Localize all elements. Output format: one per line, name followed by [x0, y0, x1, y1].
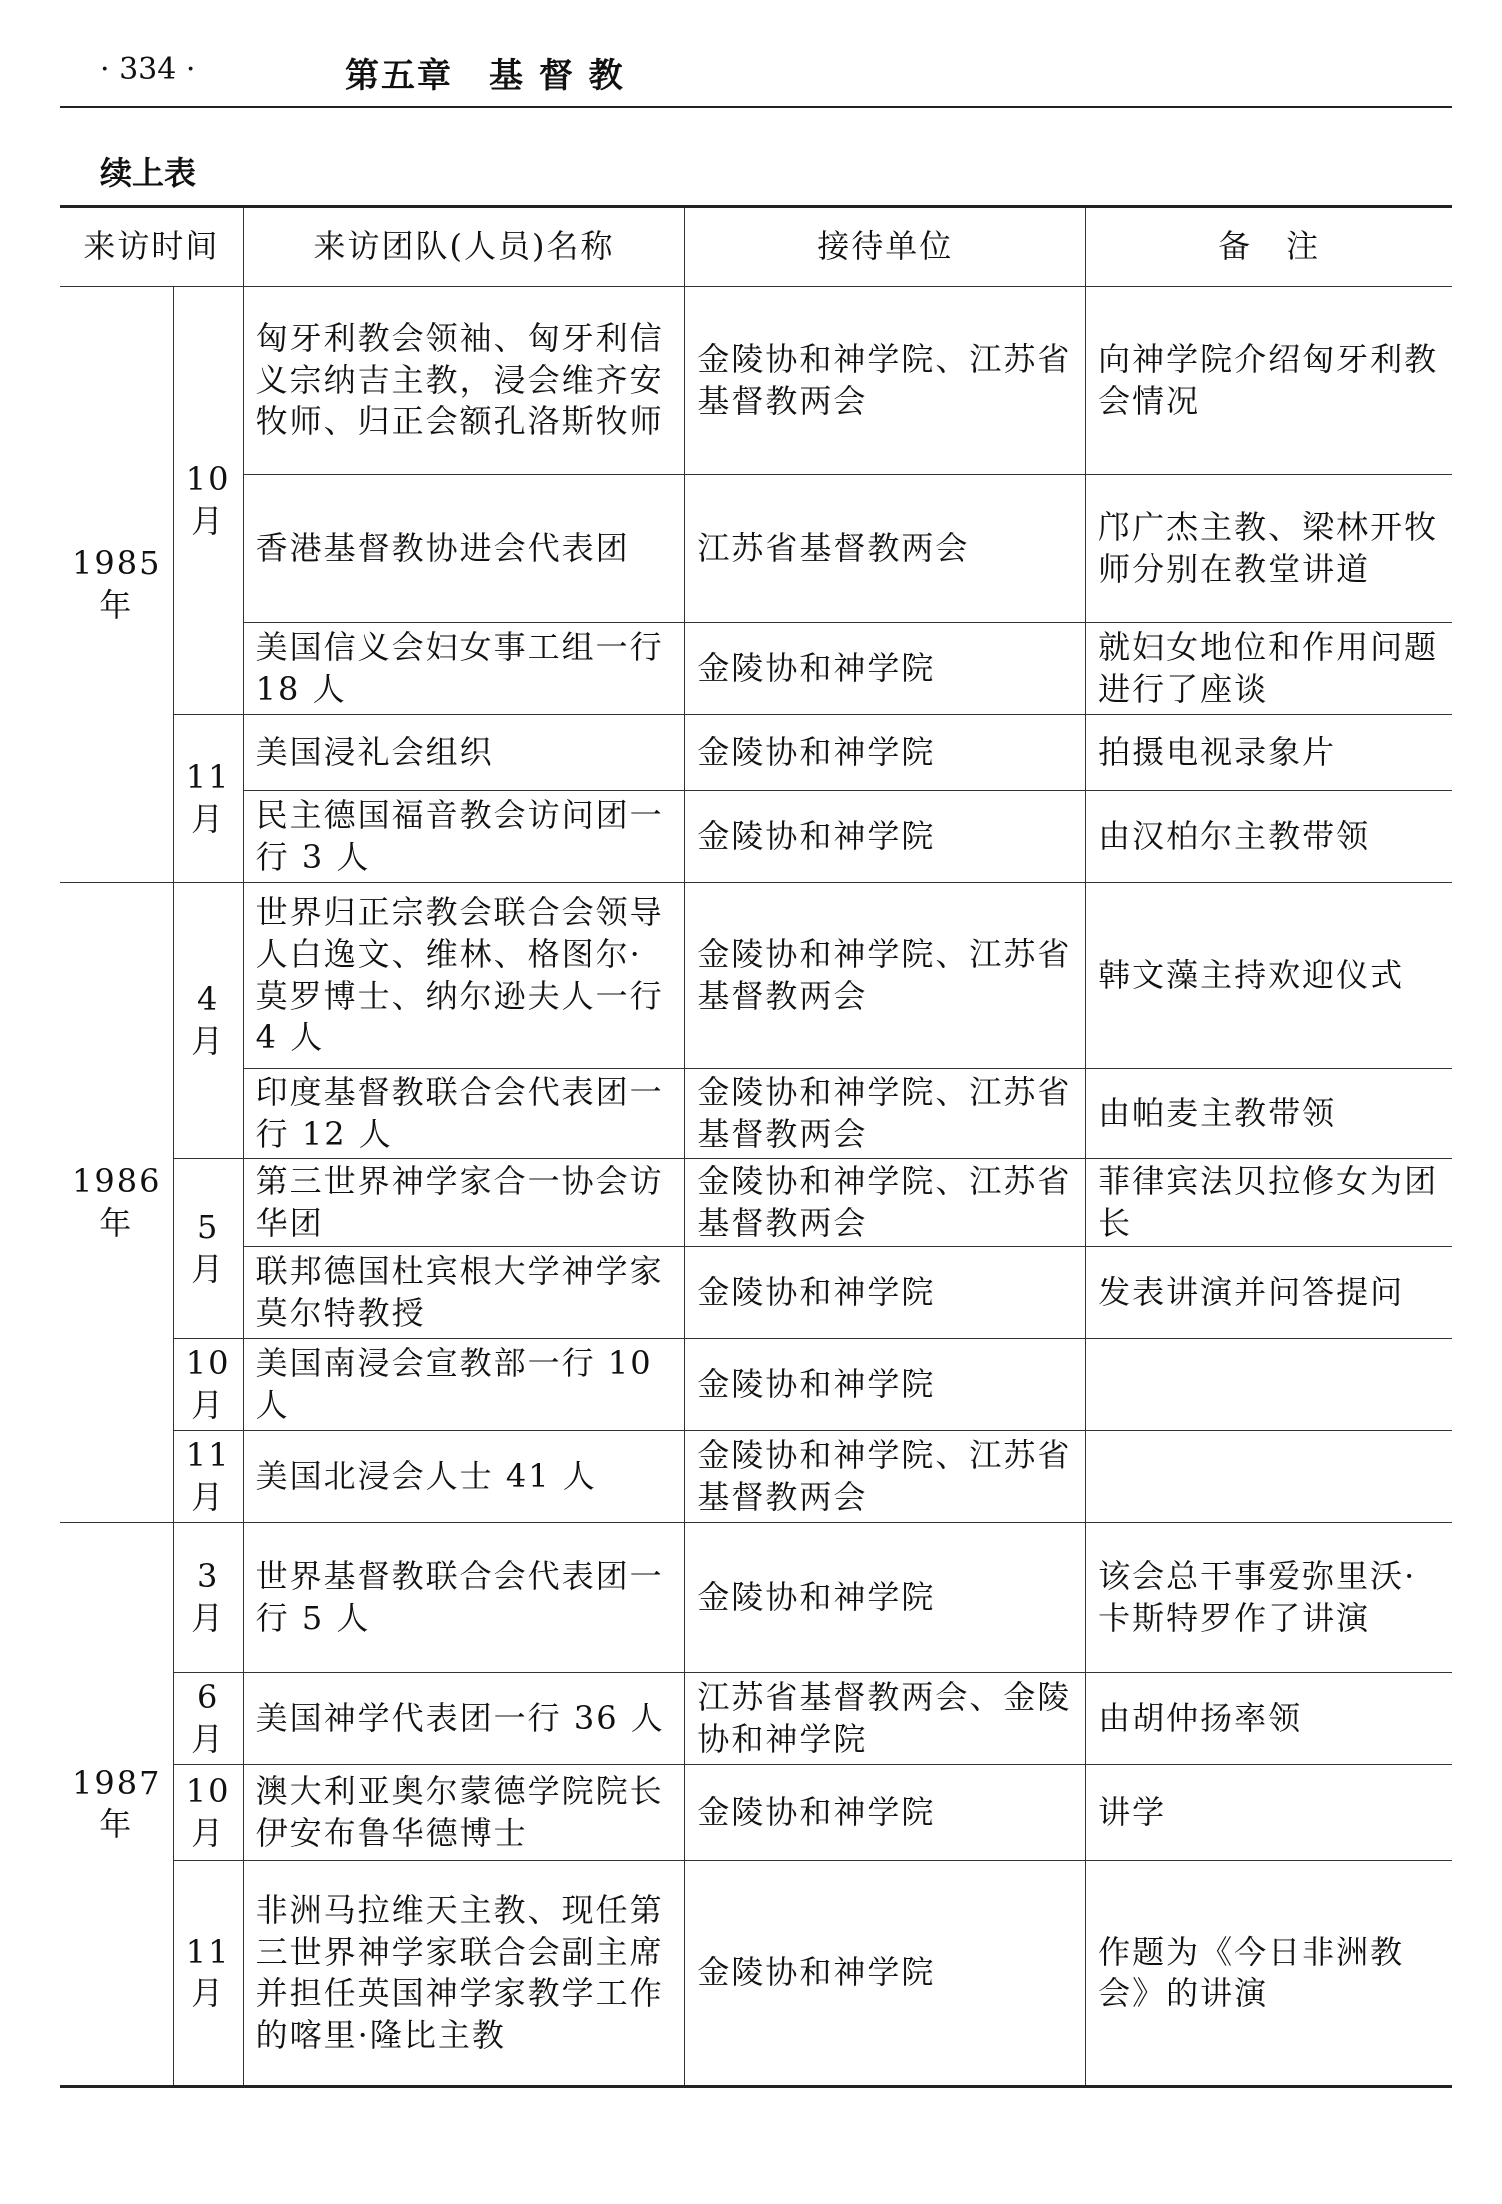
note-cell: 拍摄电视录象片: [1086, 715, 1452, 791]
host-cell: 金陵协和神学院: [685, 1339, 1086, 1431]
table-row: [60, 1159, 1452, 1247]
host-cell: 金陵协和神学院、江苏省基督教两会: [685, 1159, 1086, 1247]
table-row: [60, 287, 1452, 475]
delegation-cell: 匈牙利教会领袖、匈牙利信义宗纳吉主教，浸会维齐安牧师、归正会额孔洛斯牧师: [243, 287, 685, 475]
host-cell: 金陵协和神学院、江苏省基督教两会: [685, 287, 1086, 475]
delegation-cell: 美国浸礼会组织: [243, 715, 685, 791]
host-cell: 金陵协和神学院、江苏省基督教两会: [685, 883, 1086, 1069]
delegation-cell: 联邦德国杜宾根大学神学家莫尔特教授: [243, 1247, 685, 1339]
host-cell: 金陵协和神学院: [685, 1861, 1086, 2087]
page-header: [60, 48, 1452, 108]
year-cell: 1986 年: [60, 883, 173, 1523]
host-cell: 江苏省基督教两会、金陵协和神学院: [685, 1673, 1086, 1765]
visits-table: [60, 205, 1452, 2088]
chapter-title: 第五章 基 督 教: [345, 56, 625, 96]
month-cell: 3 月: [173, 1523, 243, 1673]
delegation-cell: 澳大利亚奥尔蒙德学院院长伊安布鲁华德博士: [243, 1765, 685, 1861]
year-cell: 1985 年: [60, 287, 173, 883]
note-cell: 讲学: [1086, 1765, 1452, 1861]
table-row: [60, 1523, 1452, 1673]
delegation-cell: 非洲马拉维天主教、现任第三世界神学家联合会副主席并担任英国神学家教学工作的喀里·隆比主教: [243, 1861, 685, 2087]
month-cell: 10 月: [173, 287, 243, 715]
delegation-cell: 世界基督教联合会代表团一行 5 人: [243, 1523, 685, 1673]
table-row: [60, 475, 1452, 623]
month-cell: 4 月: [173, 883, 243, 1159]
table-row: [60, 715, 1452, 791]
col-header-host: 接待单位: [685, 207, 1086, 287]
year-cell: 1987 年: [60, 1523, 173, 2087]
table-row: [60, 883, 1452, 1069]
month-cell: 10 月: [173, 1339, 243, 1431]
delegation-cell: 香港基督教协进会代表团: [243, 475, 685, 623]
page-number: · 334 ·: [100, 52, 196, 87]
col-header-time: 来访时间: [60, 207, 243, 287]
note-cell: [1086, 1339, 1452, 1431]
delegation-cell: 美国信义会妇女事工组一行 18 人: [243, 623, 685, 715]
host-cell: 金陵协和神学院: [685, 791, 1086, 883]
table-row: [60, 1339, 1452, 1431]
month-cell: 6 月: [173, 1673, 243, 1765]
note-cell: 邝广杰主教、梁林开牧师分别在教堂讲道: [1086, 475, 1452, 623]
month-cell: 11 月: [173, 1431, 243, 1523]
col-header-note: 备 注: [1086, 207, 1452, 287]
note-cell: 该会总干事爱弥里沃·卡斯特罗作了讲演: [1086, 1523, 1452, 1673]
table-row: [60, 1765, 1452, 1861]
note-cell: 向神学院介绍匈牙利教会情况: [1086, 287, 1452, 475]
table-row: [60, 1861, 1452, 2087]
note-cell: 韩文藻主持欢迎仪式: [1086, 883, 1452, 1069]
host-cell: 金陵协和神学院: [685, 1523, 1086, 1673]
table-row: [60, 1247, 1452, 1339]
table-row: [60, 1431, 1452, 1523]
host-cell: 金陵协和神学院、江苏省基督教两会: [685, 1069, 1086, 1159]
table-row: [60, 623, 1452, 715]
note-cell: 就妇女地位和作用问题进行了座谈: [1086, 623, 1452, 715]
continued-label: 续上表: [100, 154, 197, 192]
host-cell: 金陵协和神学院: [685, 1765, 1086, 1861]
delegation-cell: 美国神学代表团一行 36 人: [243, 1673, 685, 1765]
delegation-cell: 美国南浸会宣教部一行 10 人: [243, 1339, 685, 1431]
note-cell: 菲律宾法贝拉修女为团长: [1086, 1159, 1452, 1247]
host-cell: 金陵协和神学院: [685, 715, 1086, 791]
host-cell: 江苏省基督教两会: [685, 475, 1086, 623]
note-cell: 作题为《今日非洲教会》的讲演: [1086, 1861, 1452, 2087]
host-cell: 金陵协和神学院: [685, 1247, 1086, 1339]
note-cell: 由帕麦主教带领: [1086, 1069, 1452, 1159]
host-cell: 金陵协和神学院、江苏省基督教两会: [685, 1431, 1086, 1523]
month-cell: 5 月: [173, 1159, 243, 1339]
delegation-cell: 民主德国福音教会访问团一行 3 人: [243, 791, 685, 883]
note-cell: 由胡仲扬率领: [1086, 1673, 1452, 1765]
note-cell: 由汉柏尔主教带领: [1086, 791, 1452, 883]
table-row: [60, 1069, 1452, 1159]
note-cell: 发表讲演并问答提问: [1086, 1247, 1452, 1339]
delegation-cell: 美国北浸会人士 41 人: [243, 1431, 685, 1523]
month-cell: 10 月: [173, 1765, 243, 1861]
delegation-cell: 第三世界神学家合一协会访华团: [243, 1159, 685, 1247]
host-cell: 金陵协和神学院: [685, 623, 1086, 715]
delegation-cell: 印度基督教联合会代表团一行 12 人: [243, 1069, 685, 1159]
delegation-cell: 世界归正宗教会联合会领导人白逸文、维林、格图尔·莫罗博士、纳尔逊夫人一行 4 人: [243, 883, 685, 1069]
note-cell: [1086, 1431, 1452, 1523]
month-cell: 11 月: [173, 1861, 243, 2087]
header-row: [60, 207, 1452, 287]
table-row: [60, 791, 1452, 883]
table-row: [60, 1673, 1452, 1765]
month-cell: 11 月: [173, 715, 243, 883]
col-header-delegation: 来访团队(人员)名称: [243, 207, 685, 287]
